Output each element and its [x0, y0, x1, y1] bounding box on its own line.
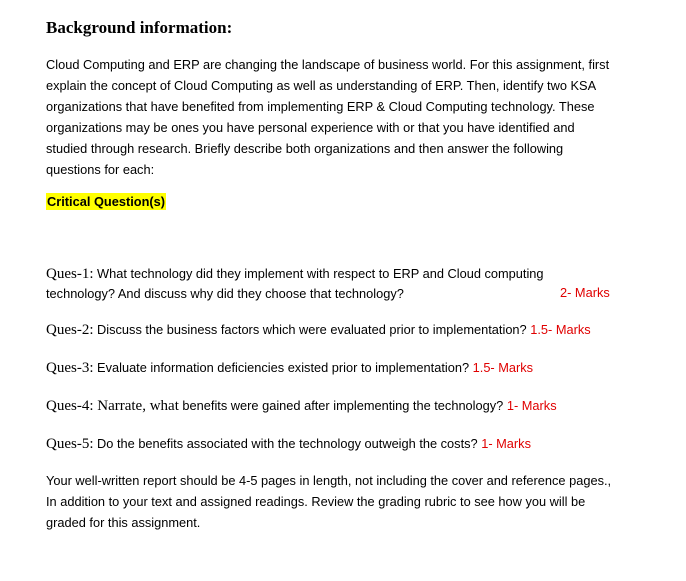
outro-line: In addition to your text and assigned readings. Review the grading rubric to see how you will be: [46, 494, 586, 509]
question-1-marks: 2- Marks: [560, 285, 610, 300]
intro-line: organizations that have benefited from implementing ERP & Cloud Computing technology. These: [46, 99, 595, 114]
outro-line: graded for this assignment.: [46, 515, 201, 530]
intro-line: organizations may be ones you have personal experience with or that you have identified and: [46, 120, 575, 135]
intro-paragraph: [46, 54, 646, 180]
question-4: [46, 396, 646, 416]
question-1: [46, 264, 646, 303]
question-1-text-line2: technology? And discuss why did they choose that technology?: [46, 286, 404, 301]
intro-line: questions for each:: [46, 162, 155, 177]
intro-line: Cloud Computing and ERP are changing the landscape of business world. For this assignment, first: [46, 57, 610, 72]
question-5-label: Ques-5:: [46, 436, 94, 452]
question-2-text: Discuss the business factors which were evaluated prior to implementation?: [93, 322, 531, 337]
question-2-marks: 1.5- Marks: [530, 322, 591, 337]
question-5: [46, 434, 646, 454]
section-heading: Background information:: [46, 18, 233, 37]
outro-paragraph: [46, 470, 666, 533]
question-2-label: Ques-2:: [46, 322, 94, 338]
question-4-label: Ques-4:: [46, 398, 94, 414]
question-3-marks: 1.5- Marks: [472, 360, 534, 375]
question-3-label: Ques-3:: [46, 360, 94, 376]
question-3: [46, 358, 646, 378]
question-1-label: Ques-1:: [46, 266, 94, 282]
intro-line: studied through research. Briefly describe both organizations and then answer the following: [46, 141, 564, 156]
question-5-marks: 1- Marks: [481, 436, 531, 451]
question-4-marks: 1- Marks: [506, 398, 557, 413]
question-2: [46, 320, 646, 340]
critical-questions-label: Critical Question(s): [47, 194, 166, 209]
question-4-text: benefits were gained after implementing the technology?: [178, 398, 507, 413]
intro-line: explain the concept of Cloud Computing as well as understanding of ERP. Then, identify two KSA: [46, 78, 597, 93]
outro-line: Your well-written report should be 4-5 pages in length, not including the cover and reference pages.,: [46, 473, 612, 488]
question-3-text: Evaluate information deficiencies existed prior to implementation?: [93, 360, 473, 375]
question-4-label-extra: Narrate, what: [93, 398, 179, 414]
question-5-text: Do the benefits associated with the technology outweigh the costs?: [93, 436, 482, 451]
question-1-text-line1: What technology did they implement with respect to ERP and Cloud computing: [93, 266, 544, 281]
